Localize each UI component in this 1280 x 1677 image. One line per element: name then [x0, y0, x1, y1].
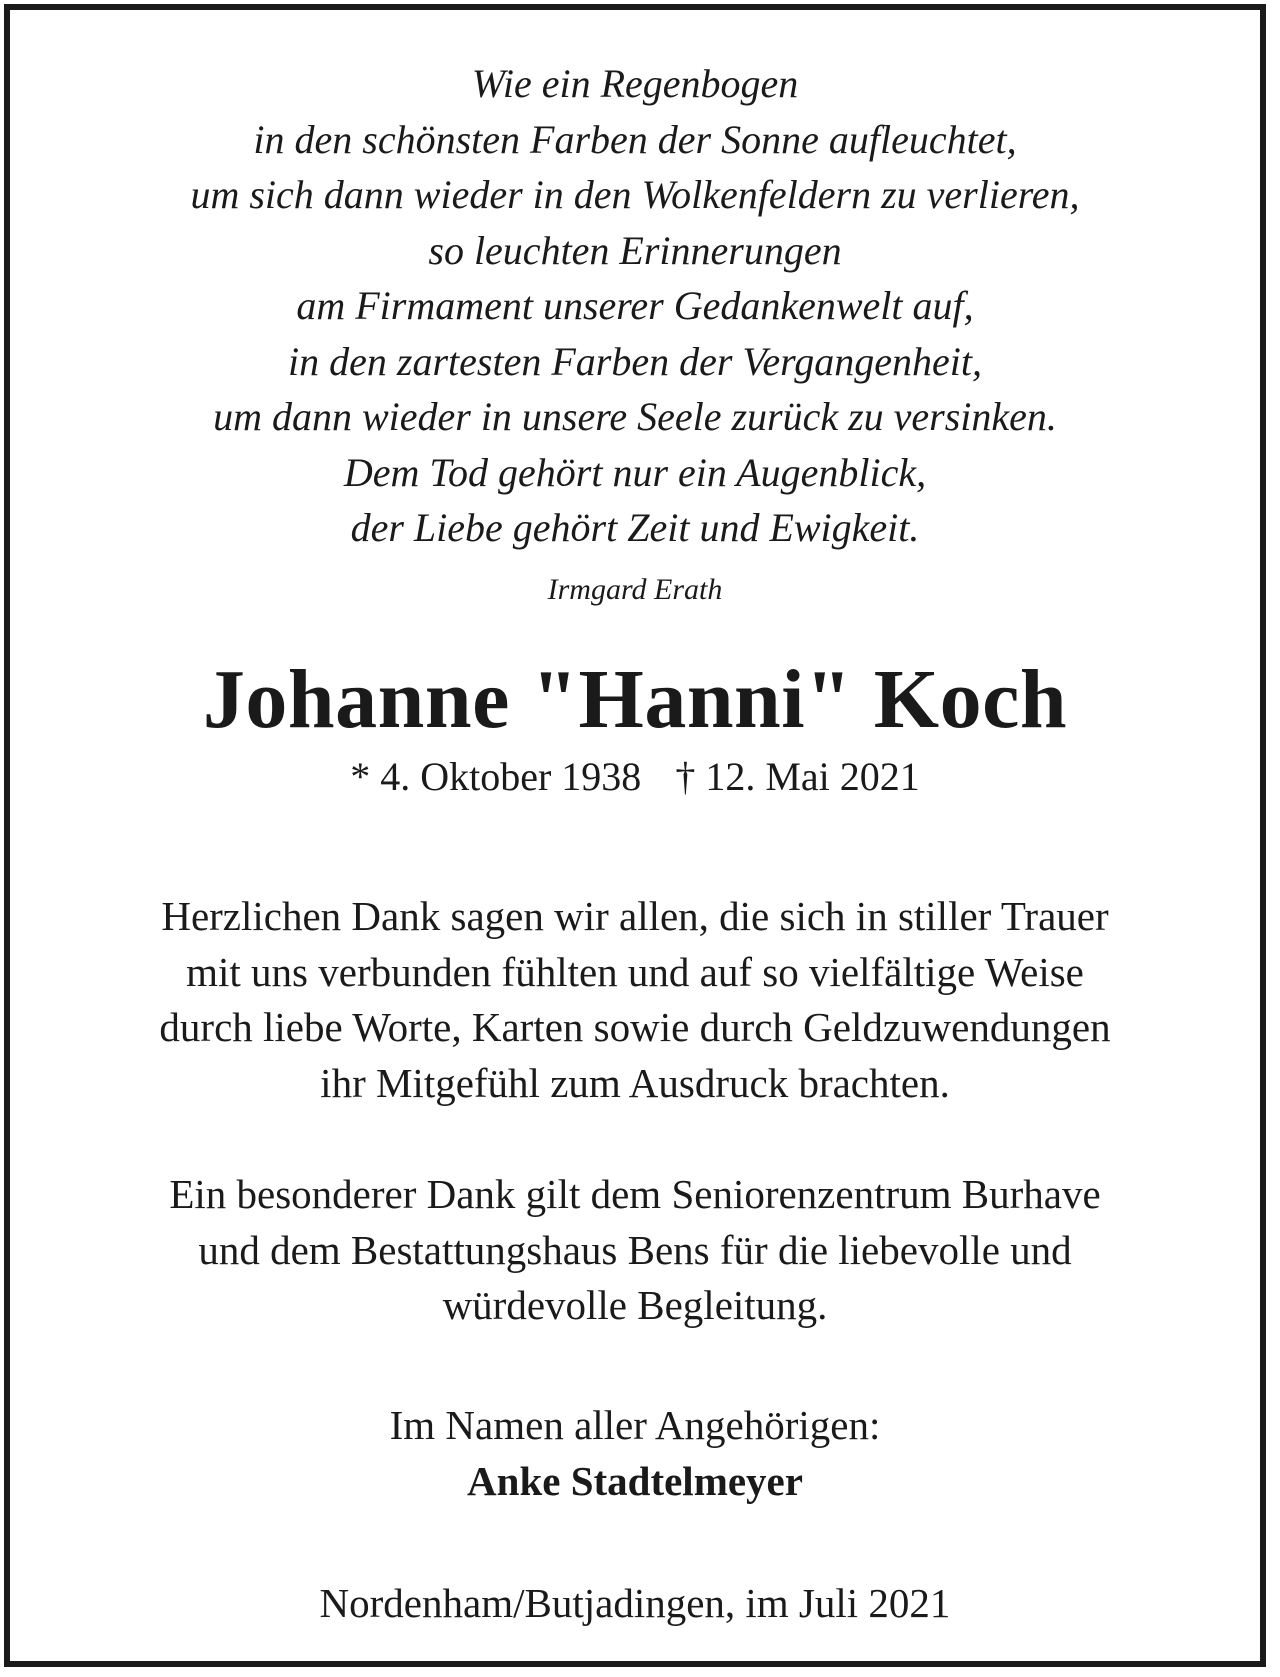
- poem-line: um dann wieder in unsere Seele zurück zu versinken.: [213, 394, 1057, 439]
- poem-author: Irmgard Erath: [547, 573, 723, 606]
- paragraph-line: würdevolle Begleitung.: [442, 1282, 828, 1328]
- signer-name: Anke Stadtelmeyer: [467, 1458, 803, 1504]
- paragraph-line: Herzlichen Dank sagen wir allen, die sich in stiller Trauer: [161, 893, 1109, 939]
- deceased-name: Johanne "Hanni" Koch: [202, 653, 1068, 746]
- special-thanks-paragraph: [10, 1167, 1260, 1334]
- birth-date: * 4. Oktober 1938: [350, 754, 642, 799]
- place-and-date: Nordenham/Butjadingen, im Juli 2021: [319, 1580, 951, 1626]
- life-dates: [10, 752, 1260, 802]
- poem-line: so leuchten Erinnerungen: [428, 227, 842, 273]
- poem: [10, 56, 1260, 556]
- poem-line: der Liebe gehört Zeit und Ewigkeit.: [350, 505, 920, 550]
- poem-line: um sich dann wieder in den Wolkenfeldern zu verlieren,: [190, 172, 1080, 217]
- paragraph-line: mit uns verbunden fühlten und auf so vielfältige Weise: [186, 948, 1084, 995]
- closing-phrase: Im Namen aller Angehörigen:: [389, 1402, 881, 1448]
- paragraph-line: Ein besonderer Dank gilt dem Seniorenzentrum Burhave: [169, 1171, 1101, 1217]
- death-date: † 12. Mai 2021: [675, 754, 920, 799]
- poem-line: in den schönsten Farben der Sonne aufleuchtet,: [253, 116, 1017, 162]
- poem-line: am Firmament unserer Gedankenwelt auf,: [296, 283, 974, 328]
- obituary-frame: [4, 4, 1266, 1667]
- paragraph-line: ihr Mitgefühl zum Ausdruck brachten.: [320, 1059, 950, 1106]
- poem-line: Dem Tod gehört nur ein Augenblick,: [343, 449, 927, 495]
- paragraph-line: und dem Bestattungshaus Bens für die liebevolle und: [198, 1226, 1072, 1273]
- poem-line: Wie ein Regenbogen: [471, 61, 799, 106]
- thanks-paragraph: [10, 889, 1260, 1111]
- poem-line: in den zartesten Farben der Vergangenheit,: [288, 338, 982, 384]
- obituary-content: [10, 10, 1260, 1661]
- paragraph-line: durch liebe Worte, Karten sowie durch Geldzuwendungen: [159, 1004, 1111, 1050]
